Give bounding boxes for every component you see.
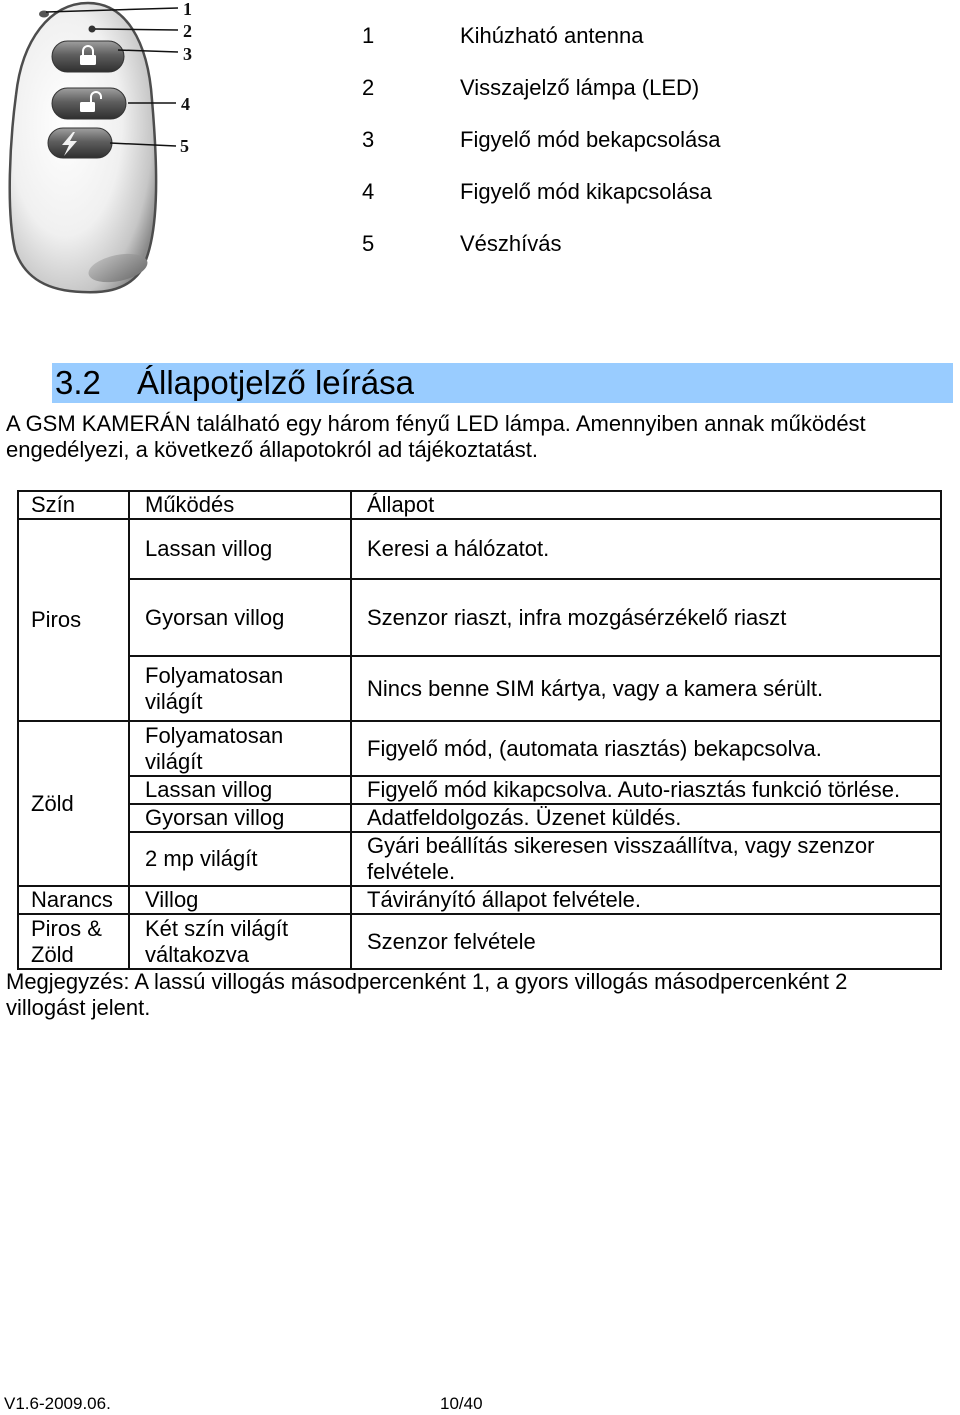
legend-text: Figyelő mód kikapcsolása (460, 179, 712, 204)
unlock-button (52, 88, 126, 119)
state-cell: Távirányító állapot felvétele. (351, 886, 941, 914)
callout-number: 5 (180, 136, 189, 156)
table-row (18, 804, 941, 832)
legend-number: 4 (362, 179, 375, 204)
operation-cell: Lassan villog (129, 776, 351, 804)
color-cell: Narancs (18, 886, 129, 914)
state-cell: Nincs benne SIM kártya, vagy a kamera sérült. (351, 656, 941, 721)
color-cell: Piros & Zöld (18, 914, 129, 969)
header-color: Szín (18, 491, 129, 519)
state-cell: Szenzor riaszt, infra mozgásérzékelő riaszt (351, 579, 941, 656)
operation-cell: 2 mp világít (129, 832, 351, 886)
operation-cell: Gyorsan villog (129, 804, 351, 832)
operation-cell: Két szín világít váltakozva (129, 914, 351, 969)
section-title: Állapotjelző leírása (137, 364, 414, 401)
legend-item (360, 62, 920, 114)
table-row (18, 519, 941, 579)
operation-cell: Villog (129, 886, 351, 914)
legend-number: 5 (362, 231, 375, 256)
section-number: 3.2 (55, 364, 101, 401)
legend-item (360, 218, 920, 270)
operation-cell: Folyamatosan világít (129, 721, 351, 776)
state-cell: Figyelő mód, (automata riasztás) bekapcsolva. (351, 721, 941, 776)
callout-number: 1 (183, 0, 192, 19)
note-paragraph: Megjegyzés: A lassú villogás másodpercenként 1, a gyors villogás másodpercenként 2 villogást jelent. (6, 969, 848, 1020)
table-row (18, 832, 941, 886)
operation-cell: Folyamatosan világít (129, 656, 351, 721)
state-cell: Figyelő mód kikapcsolva. Auto-riasztás funkció törlése. (351, 776, 941, 804)
legend-number: 2 (362, 75, 375, 100)
color-cell: Piros (18, 519, 129, 721)
led-indicator (89, 26, 96, 33)
state-cell: Keresi a hálózatot. (351, 519, 941, 579)
header-state: Állapot (351, 491, 941, 519)
table-row (18, 656, 941, 721)
color-cell: Zöld (18, 721, 129, 886)
status-table (17, 490, 942, 970)
table-header-row (18, 491, 941, 519)
operation-cell: Lassan villog (129, 519, 351, 579)
legend-text: Vészhívás (460, 231, 562, 256)
callout-number: 4 (181, 94, 190, 114)
state-cell: Gyári beállítás sikeresen visszaállítva, vagy szenzor felvétele. (351, 832, 941, 886)
table-row (18, 776, 941, 804)
legend-number: 3 (362, 127, 375, 152)
legend-text: Kihúzható antenna (460, 23, 644, 48)
table-row (18, 721, 941, 776)
table-row (18, 886, 941, 914)
callout-number: 2 (183, 21, 192, 41)
state-cell: Adatfeldolgozás. Üzenet küldés. (351, 804, 941, 832)
legend-item (360, 10, 920, 62)
legend-list (360, 10, 920, 270)
state-cell: Szenzor felvétele (351, 914, 941, 969)
callout-number: 3 (183, 44, 192, 64)
callout-line (95, 29, 178, 30)
remote-control-figure (0, 0, 210, 300)
legend-text: Figyelő mód bekapcsolása (460, 127, 721, 152)
legend-number: 1 (362, 23, 375, 48)
operation-cell: Gyorsan villog (129, 579, 351, 656)
section-heading (52, 363, 953, 403)
footer-page-number: 10/40 (440, 1394, 483, 1413)
panic-button (48, 128, 112, 158)
table-row (18, 579, 941, 656)
table-row (18, 914, 941, 969)
header-operation: Működés (129, 491, 351, 519)
legend-item (360, 114, 920, 166)
footer-version: V1.6-2009.06. (4, 1394, 111, 1413)
intro-paragraph: A GSM KAMERÁN található egy három fényű LED lámpa. Amennyiben annak működést engedélyezi, a következő állapotokról ad tájékoztatást. (6, 411, 866, 462)
legend-item (360, 166, 920, 218)
lock-button (52, 41, 124, 72)
legend-text: Visszajelző lámpa (LED) (460, 75, 700, 100)
